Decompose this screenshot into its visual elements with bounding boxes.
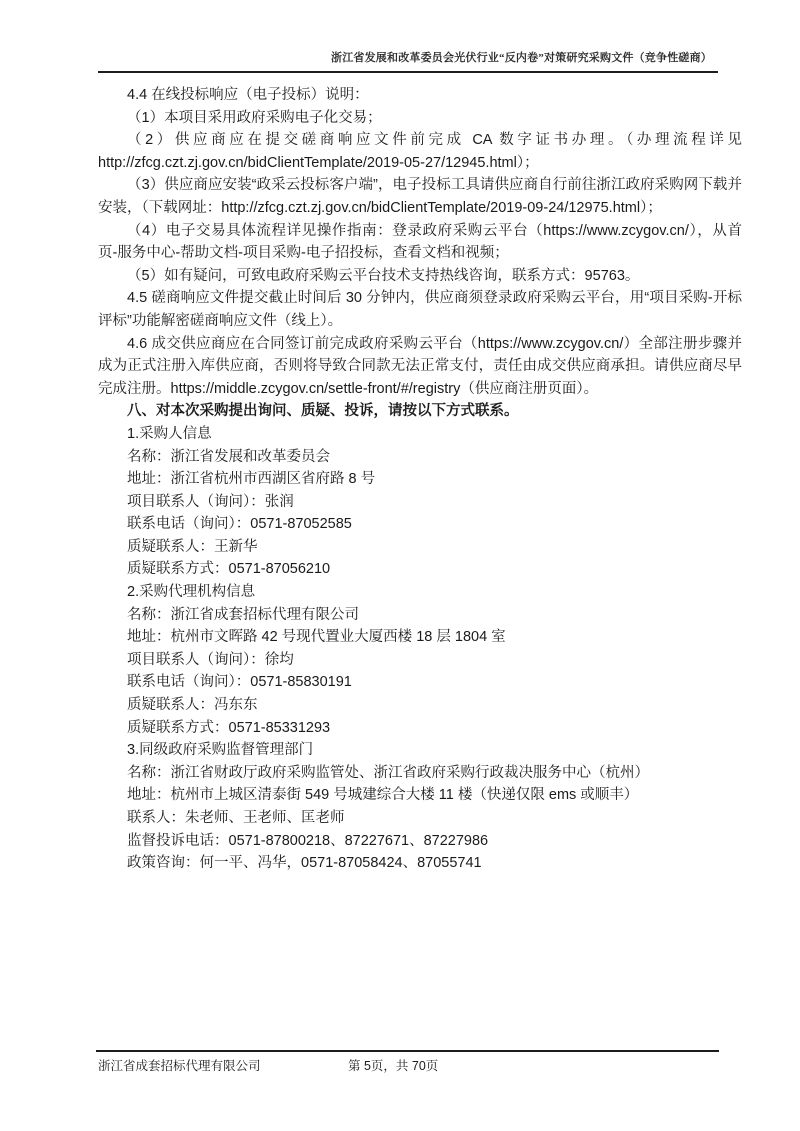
para-regulator-policy-consult: 政策咨询：何一平、冯华，0571-87058424、87055741 <box>127 855 482 872</box>
para-section-4-6: 4.6 成交供应商应在合同签订前完成政府采购云平台（https://www.zcygov.cn/）全部注册步骤并成为正式注册入库供应商，否则将导致合同款无法正常支付，责任由成交供应商承担。请供应商尽早完成注册。https://middle.zcygov.cn/settle-front/#/registry（供应商注册页面）。 <box>98 335 742 397</box>
para-purchaser-project-contact: 项目联系人（询问）：张润 <box>127 493 294 510</box>
para-agency-name: 名称：浙江省成套招标代理有限公司 <box>127 606 359 623</box>
para-purchaser-name: 名称：浙江省发展和改革委员会 <box>127 448 330 465</box>
para-purchaser-query-contact: 质疑联系人：王新华 <box>127 538 258 555</box>
document-body <box>98 84 742 875</box>
para-purchaser-info-heading: 1.采购人信息 <box>127 425 212 442</box>
para-agency-info-heading: 2.采购代理机构信息 <box>127 584 256 601</box>
para-section-4-5: 4.5 磋商响应文件提交截止时间后 30 分钟内，供应商须登录政府采购云平台，用“项目采购-开标评标”功能解密磋商响应文件（线上）。 <box>98 290 742 329</box>
page-header-title: 浙江省发展和改革委员会光伏行业“反内卷”对策研究采购文件（竞争性磋商） <box>331 52 712 64</box>
para-regulator-contacts: 联系人：朱老师、王老师、匡老师 <box>127 810 345 826</box>
para-agency-project-contact: 项目联系人（询问）：徐均 <box>127 651 294 668</box>
para-item-1: （1）本项目采用政府采购电子化交易； <box>127 109 382 126</box>
para-agency-address: 地址：杭州市文晖路 42 号现代置业大厦西楼 18 层 1804 室 <box>127 629 506 646</box>
para-section-4-4: 4.4 在线投标响应（电子投标）说明： <box>127 87 369 103</box>
para-item-4-process-guide: （4）电子交易具体流程详见操作指南：登录政府采购云平台（https://www.zcygov.cn/），从首页-服务中心-帮助文档-项目采购-电子招投标，查看文档和视频； <box>98 222 742 262</box>
para-agency-phone: 联系电话（询问）：0571-85830191 <box>127 674 352 691</box>
para-purchaser-phone: 联系电话（询问）：0571-87052585 <box>127 516 352 533</box>
footer-page-number: 第 5页，共 70页 <box>348 1059 439 1073</box>
para-regulator-name: 名称：浙江省财政厅政府采购监管处、浙江省政府采购行政裁决服务中心（杭州） <box>127 764 649 781</box>
para-purchaser-address: 地址：浙江省杭州市西湖区省府路 8 号 <box>127 471 376 488</box>
para-item-5-hotline: （5）如有疑问，可致电政府采购云平台技术支持热线咨询，联系方式：95763。 <box>127 267 640 284</box>
para-regulator-address: 地址：杭州市上城区清泰街 549 号城建综合大楼 11 楼（快递仅限 ems 或顺丰） <box>127 787 639 804</box>
para-purchaser-query-phone: 质疑联系方式：0571-87056210 <box>127 561 331 578</box>
header-divider <box>98 71 718 73</box>
para-section-8-contact-heading: 八、对本次采购提出询问、质疑、投诉，请按以下方式联系。 <box>127 403 519 420</box>
para-agency-query-phone: 质疑联系方式：0571-85331293 <box>127 719 331 736</box>
footer-agency-name: 浙江省成套招标代理有限公司 <box>98 1059 261 1073</box>
para-regulator-info-heading: 3.同级政府采购监督管理部门 <box>127 742 314 759</box>
page-footer <box>98 1056 720 1076</box>
para-regulator-complaint-phones: 监督投诉电话：0571-87800218、87227671、87227986 <box>127 832 489 849</box>
footer-divider <box>96 1050 719 1052</box>
para-item-2-ca-cert: （2）供应商应在提交磋商响应文件前完成 CA 数字证书办理。（办理流程详见 http://zfcg.czt.zj.gov.cn/bidClientTemplate/2019-05-27/12945.html）； <box>98 132 742 171</box>
para-agency-query-contact: 质疑联系人：冯东东 <box>127 697 258 714</box>
para-item-3-client-install: （3）供应商应安装“政采云投标客户端”，电子投标工具请供应商自行前往浙江政府采购网下载并安装，（下载网址：http://zfcg.czt.zj.gov.cn/bidClientTemplate/2019-09-24/12975.html）； <box>98 177 742 216</box>
